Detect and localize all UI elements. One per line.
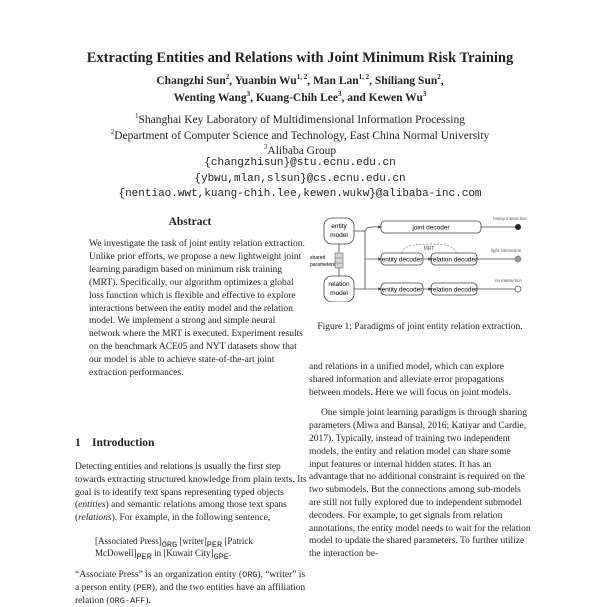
- introduction-body: [75, 461, 307, 607]
- entity-tag: ORG: [242, 569, 258, 580]
- figure-1: [309, 214, 531, 302]
- affiliation: [0, 129, 600, 145]
- relation-model-box: [324, 276, 354, 302]
- entity-tag: GPE: [213, 551, 229, 562]
- author: Wenting Wang: [173, 92, 247, 104]
- author-sup: 1, 2: [358, 73, 370, 82]
- entity-model-label: model: [330, 232, 348, 239]
- light-interaction-dot: [515, 256, 521, 262]
- paragraph: and relations in a unified model, which can explore shared information and alleviate error propagations between models. Here we will focus on joint models.: [309, 362, 512, 398]
- author-sep: ,: [440, 75, 444, 87]
- joint-decoder-label: joint decoder: [412, 224, 450, 232]
- entity-tag: ORG-AFF: [109, 595, 146, 606]
- author: Kewen Wu: [368, 92, 423, 104]
- text-run: ), “writer” is a person entity (: [75, 569, 306, 593]
- author-sep: ,: [250, 92, 256, 104]
- author-sep: ,: [229, 75, 235, 87]
- author-line-1: [0, 73, 600, 90]
- mrt-label: MRT: [423, 246, 435, 252]
- affiliation-sup: 2: [110, 127, 115, 136]
- text-run: [Patrick McDowell]: [95, 535, 253, 558]
- author-sup: 3: [337, 90, 342, 99]
- paper-title: Extracting Entities and Relations with Joint Minimum Risk Training: [86, 50, 514, 66]
- text-run: ).: [145, 595, 151, 606]
- author-sup: 1, 2: [296, 73, 308, 82]
- author: Kuang-Chih Lee: [255, 92, 338, 104]
- figure-caption: Figure 1: Paradigms of joint entity relation extraction.: [317, 322, 523, 332]
- section-heading: [75, 437, 154, 449]
- heavy-interaction-dot: [515, 224, 521, 230]
- emphasis: entities: [78, 500, 106, 511]
- no-interaction-dot: [515, 286, 521, 292]
- email[interactable]: {nentiao.wwt,kuang-chih.lee,kewen.wukw}@alibaba-inc.com: [118, 188, 482, 200]
- entity-model-box: [324, 218, 354, 244]
- entity-tag: PER: [136, 551, 152, 562]
- text-run: [Associated Press]: [95, 535, 162, 546]
- author-sep: ,: [369, 75, 375, 87]
- author: Yuanbin Wu: [234, 75, 297, 87]
- affiliations: [0, 113, 600, 160]
- author-sup: 2: [437, 73, 441, 82]
- shared-parameters-label: parameters: [310, 262, 336, 268]
- text-run: in [Kuwait City]: [151, 547, 214, 558]
- paragraph: [75, 569, 307, 607]
- author: Changzhi Sun: [156, 75, 226, 87]
- text-run: Detecting entities and relations is usually the first step towards extracting structured knowledge from plain texts. Its goal is to identify text spans representing typed objects (: [75, 462, 307, 511]
- text-run: .: [228, 547, 232, 558]
- abstract-heading: Abstract: [168, 216, 212, 228]
- author-sup: 3: [422, 90, 427, 99]
- entity-model-label: entity: [331, 223, 347, 230]
- text-run: ) and semantic relations among those text spans (: [75, 500, 287, 524]
- author-sep: , and: [341, 92, 369, 104]
- shared-parameters-label: shared: [310, 255, 326, 261]
- author: Man Lan: [312, 75, 359, 87]
- no-interaction-label: no interaction: [495, 278, 523, 283]
- email[interactable]: {changzhisun}@stu.ecnu.edu.cn: [204, 157, 396, 169]
- author-sep: ,: [307, 75, 313, 87]
- affiliation-text: Shanghai Key Laboratory of Multidimensional Information Processing: [138, 114, 465, 126]
- relation-model-label: model: [330, 290, 348, 297]
- example-sentence: [95, 535, 307, 562]
- entity-tag: ORG: [161, 539, 178, 550]
- author-sup: 3: [246, 90, 251, 99]
- entity-decoder-label: entity decoder: [381, 286, 423, 294]
- author-sup: 2: [225, 73, 230, 82]
- abstract-text: We investigate the task of joint entity relation extraction. Unlike prior efforts, we propose a new lightweight joint learning paradigm based on minimum risk training (MRT). Specifically, our algorithm optimizes a global loss function which is flexible and effective to explore interactions between the entity model and the relation model. We implement a strong and simple neural network where the MRT is executed. Experiment results on the benchmark ACE05 and NYT datasets show that our model is able to achieve state-of-the-art joint extraction performances.: [89, 239, 305, 379]
- author-line-2: [0, 90, 600, 107]
- text-run: “Associate Press” is an organization entity (: [75, 569, 243, 580]
- entity-decoder-label: entity decoder: [381, 256, 423, 264]
- light-interaction-label: light interaction: [491, 248, 522, 253]
- shared-parameters-block: [335, 253, 343, 268]
- affiliation-text: Department of Computer Science and Technology, East China Normal University: [114, 129, 490, 142]
- heavy-interaction-label: heavy interaction: [493, 216, 528, 221]
- author-list: [0, 73, 600, 107]
- affiliation: [0, 113, 600, 129]
- affiliation-text: Alibaba Group: [267, 145, 337, 157]
- entity-tag: PER: [206, 539, 223, 550]
- entity-tag: PER: [136, 582, 152, 593]
- email[interactable]: {ybwu,mlan,slsun}@cs.ecnu.edu.cn: [194, 172, 406, 185]
- relation-decoder-label: relation decoder: [430, 286, 478, 294]
- paradigm-diagram: [309, 214, 531, 302]
- right-column-body: [309, 361, 531, 561]
- paragraph: [75, 461, 307, 525]
- section-title: Introduction: [92, 437, 155, 449]
- relation-model-label: relation: [328, 281, 350, 288]
- model-connector: [354, 231, 365, 289]
- paragraph: One simple joint learning paradigm is through sharing parameters (Miwa and Bansal, 2016; Katiyar and Cardie, 2017). Typically, instead of training two independent models, the entity and relation model can share some input features or internal hidden states. It has an advantage that no additional constraint is required on the two submodels. But the connections among sub-models are still not fully explored due to independent submodel decoders. For example, to get signals from relation annotations, the entity model needs to wait for the relation model to update the shared parameters. To further utilize the interaction be-: [309, 408, 531, 560]
- author: Shiliang Sun: [374, 75, 438, 87]
- text-run: [writer]: [177, 535, 207, 546]
- email-list: [0, 156, 600, 203]
- affiliation-sup: 1: [135, 112, 139, 121]
- section-number: 1: [75, 437, 81, 449]
- relation-decoder-label: relation decoder: [430, 256, 478, 264]
- emphasis: relations: [78, 513, 112, 524]
- text-run: ), and the two entities have an affiliation relation (: [75, 582, 306, 606]
- affiliation-sup: 3: [263, 143, 268, 152]
- text-run: ). For example, in the following sentence,: [111, 513, 271, 524]
